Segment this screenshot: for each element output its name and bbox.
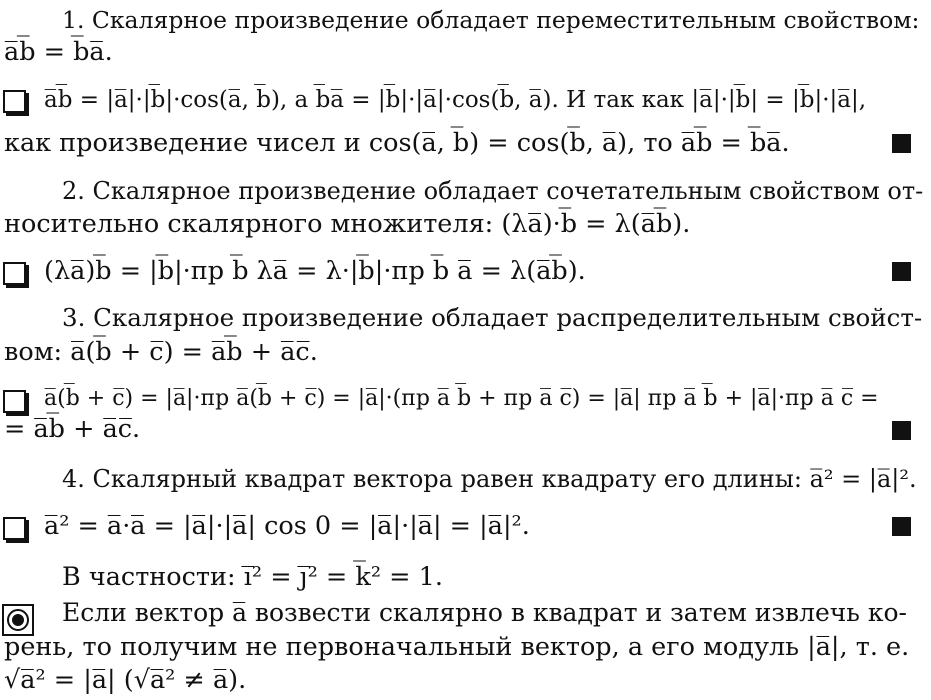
proof-start-icon — [3, 517, 26, 540]
property3-proof-line2: = a̅b̅ + a̅c̅. — [4, 414, 141, 444]
proof-start-icon — [3, 262, 26, 285]
note-line2: рень, то получим не первоначальный вектор, а его модуль |a̅|, т. е. — [4, 632, 910, 662]
proof-end-icon — [892, 421, 911, 440]
proof-end-icon — [892, 134, 911, 153]
property4-proof-line1: a̅² = a̅·a̅ = |a̅|·|a̅| cos 0 = |a̅|·|a̅| = |a̅|². — [44, 511, 530, 541]
property3-statement-line1: 3. Скалярное произведение обладает распределительным свойст- — [62, 303, 923, 332]
note-line1: Если вектор a̅ возвести скалярно в квадрат и затем извлечь ко- — [62, 598, 907, 627]
note-line3: √a̅² = |a̅| (√a̅² ≠ a̅). — [4, 665, 247, 695]
property1-statement-line2: a̅b̅ = b̅a̅. — [4, 37, 113, 67]
proof-start-icon — [3, 90, 26, 113]
property4-statement-line1: 4. Скалярный квадрат вектора равен квадрату его длины: a̅² = |a̅|². — [62, 465, 917, 493]
proof-end-icon — [892, 262, 911, 281]
property1-statement-line1: 1. Скалярное произведение обладает переместительным свойством: — [62, 6, 920, 34]
property3-statement-line2: вом: a̅(b̅ + c̅) = a̅b̅ + a̅c̅. — [4, 337, 318, 367]
property2-proof-line1: (λa̅)b̅ = |b̅|·пр b̅ λa̅ = λ·|b̅|·пр b̅ a̅ = λ(a̅b̅). — [44, 256, 586, 286]
proof-end-icon — [892, 517, 911, 536]
property2-statement-line1: 2. Скалярное произведение обладает сочетательным свойством от- — [62, 177, 924, 205]
property1-proof-line1: a̅b̅ = |a̅|·|b̅|·cos(a̅, b̅), а b̅a̅ = |b̅|·|a̅|·cos(b̅, a̅). И так как |a̅|·|b̅| = |b̅|·|a̅|, — [44, 87, 867, 113]
proof-start-icon — [3, 390, 26, 413]
property2-statement-line2: носительно скалярного множителя: (λa̅)·b̅ = λ(a̅b̅). — [4, 209, 691, 239]
property4-special-case: В частности: i̅² = j̅² = k̅² = 1. — [62, 562, 443, 592]
property1-proof-line2: как произведение чисел и cos(a̅, b̅) = cos(b̅, a̅), то a̅b̅ = b̅a̅. — [4, 128, 790, 158]
property3-proof-line1: a̅(b̅ + c̅) = |a̅|·пр a̅(b̅ + c̅) = |a̅|·(пр a̅ b̅ + пр a̅ c̅) = |a̅| пр a̅ b̅ + |a̅|·пр a̅ c̅ = — [44, 386, 879, 411]
